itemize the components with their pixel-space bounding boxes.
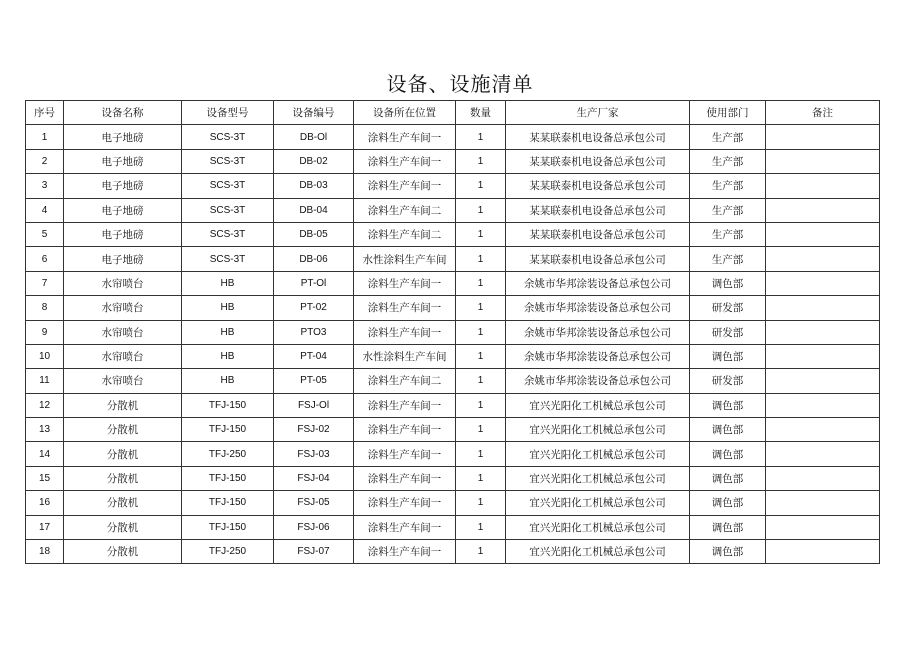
cell-department: 调色部 — [690, 515, 766, 539]
cell-equipment-name: 分散机 — [64, 442, 182, 466]
cell-location: 涂料生产车间一 — [354, 320, 456, 344]
cell-index: 10 — [26, 344, 64, 368]
header-manufacturer: 生产厂家 — [506, 101, 690, 125]
cell-equipment-name: 分散机 — [64, 393, 182, 417]
table-row — [26, 491, 880, 515]
table-row — [26, 540, 880, 564]
cell-index: 2 — [26, 149, 64, 173]
cell-model: SCS-3T — [182, 125, 274, 149]
cell-equipment-name: 分散机 — [64, 515, 182, 539]
cell-manufacturer: 余姚市华邦涂装设备总承包公司 — [506, 320, 690, 344]
cell-quantity: 1 — [456, 344, 506, 368]
cell-equipment-name: 水帘喷台 — [64, 320, 182, 344]
header-model: 设备型号 — [182, 101, 274, 125]
table-row — [26, 369, 880, 393]
document-title: 设备、设施清单 — [386, 72, 534, 96]
cell-location: 涂料生产车间二 — [354, 369, 456, 393]
cell-index: 16 — [26, 491, 64, 515]
cell-location: 水性涂料生产车间 — [354, 344, 456, 368]
cell-quantity: 1 — [456, 442, 506, 466]
cell-remarks — [766, 369, 880, 393]
cell-equipment-code: FSJ-Ol — [274, 393, 354, 417]
cell-remarks — [766, 198, 880, 222]
table-row — [26, 442, 880, 466]
cell-quantity: 1 — [456, 271, 506, 295]
table-row — [26, 418, 880, 442]
cell-model: TFJ-250 — [182, 540, 274, 564]
cell-department: 调色部 — [690, 271, 766, 295]
cell-department: 调色部 — [690, 466, 766, 490]
cell-remarks — [766, 271, 880, 295]
cell-model: SCS-3T — [182, 198, 274, 222]
table-row — [26, 320, 880, 344]
cell-model: HB — [182, 271, 274, 295]
header-quantity: 数量 — [456, 101, 506, 125]
cell-equipment-code: PT-05 — [274, 369, 354, 393]
cell-quantity: 1 — [456, 491, 506, 515]
cell-department: 生产部 — [690, 222, 766, 246]
cell-department: 生产部 — [690, 247, 766, 271]
cell-department: 调色部 — [690, 540, 766, 564]
cell-equipment-name: 分散机 — [64, 466, 182, 490]
cell-index: 7 — [26, 271, 64, 295]
cell-quantity: 1 — [456, 247, 506, 271]
cell-department: 调色部 — [690, 418, 766, 442]
cell-remarks — [766, 320, 880, 344]
cell-equipment-name: 电子地磅 — [64, 174, 182, 198]
cell-manufacturer: 余姚市华邦涂装设备总承包公司 — [506, 344, 690, 368]
cell-quantity: 1 — [456, 174, 506, 198]
header-location: 设备所在位置 — [354, 101, 456, 125]
table-row — [26, 466, 880, 490]
header-equipment-name: 设备名称 — [64, 101, 182, 125]
cell-manufacturer: 宜兴光阳化工机械总承包公司 — [506, 540, 690, 564]
cell-manufacturer: 某某联泰机电设备总承包公司 — [506, 222, 690, 246]
cell-index: 4 — [26, 198, 64, 222]
cell-index: 1 — [26, 125, 64, 149]
cell-quantity: 1 — [456, 540, 506, 564]
table-row — [26, 222, 880, 246]
cell-manufacturer: 某某联泰机电设备总承包公司 — [506, 149, 690, 173]
cell-equipment-name: 电子地磅 — [64, 198, 182, 222]
cell-location: 水性涂料生产车间 — [354, 247, 456, 271]
cell-equipment-code: PT-Ol — [274, 271, 354, 295]
cell-equipment-name: 水帘喷台 — [64, 369, 182, 393]
cell-location: 涂料生产车间一 — [354, 418, 456, 442]
cell-remarks — [766, 540, 880, 564]
cell-quantity: 1 — [456, 466, 506, 490]
cell-equipment-code: FSJ-07 — [274, 540, 354, 564]
cell-equipment-name: 分散机 — [64, 418, 182, 442]
cell-index: 14 — [26, 442, 64, 466]
table-row — [26, 125, 880, 149]
cell-equipment-code: PT-04 — [274, 344, 354, 368]
cell-location: 涂料生产车间一 — [354, 540, 456, 564]
cell-department: 生产部 — [690, 198, 766, 222]
cell-remarks — [766, 149, 880, 173]
cell-remarks — [766, 296, 880, 320]
cell-model: TFJ-150 — [182, 393, 274, 417]
cell-manufacturer: 余姚市华邦涂装设备总承包公司 — [506, 271, 690, 295]
cell-manufacturer: 余姚市华邦涂装设备总承包公司 — [506, 296, 690, 320]
table-row — [26, 271, 880, 295]
cell-equipment-code: FSJ-04 — [274, 466, 354, 490]
cell-equipment-code: FSJ-03 — [274, 442, 354, 466]
cell-model: TFJ-150 — [182, 515, 274, 539]
cell-equipment-name: 分散机 — [64, 540, 182, 564]
cell-equipment-name: 电子地磅 — [64, 222, 182, 246]
cell-model: SCS-3T — [182, 174, 274, 198]
cell-location: 涂料生产车间一 — [354, 149, 456, 173]
cell-manufacturer: 宜兴光阳化工机械总承包公司 — [506, 442, 690, 466]
cell-remarks — [766, 491, 880, 515]
cell-department: 生产部 — [690, 174, 766, 198]
cell-location: 涂料生产车间一 — [354, 393, 456, 417]
cell-location: 涂料生产车间一 — [354, 442, 456, 466]
table-row — [26, 296, 880, 320]
cell-equipment-code: FSJ-05 — [274, 491, 354, 515]
cell-quantity: 1 — [456, 198, 506, 222]
header-index: 序号 — [26, 101, 64, 125]
cell-location: 涂料生产车间二 — [354, 222, 456, 246]
cell-remarks — [766, 442, 880, 466]
cell-equipment-code: FSJ-06 — [274, 515, 354, 539]
cell-department: 调色部 — [690, 491, 766, 515]
table-row — [26, 344, 880, 368]
cell-department: 调色部 — [690, 393, 766, 417]
header-equipment-code: 设备编号 — [274, 101, 354, 125]
cell-location: 涂料生产车间一 — [354, 271, 456, 295]
cell-model: HB — [182, 296, 274, 320]
cell-index: 18 — [26, 540, 64, 564]
cell-remarks — [766, 125, 880, 149]
cell-manufacturer: 某某联泰机电设备总承包公司 — [506, 247, 690, 271]
cell-department: 调色部 — [690, 442, 766, 466]
cell-location: 涂料生产车间一 — [354, 466, 456, 490]
cell-department: 调色部 — [690, 344, 766, 368]
header-remarks: 备注 — [766, 101, 880, 125]
cell-equipment-name: 分散机 — [64, 491, 182, 515]
cell-equipment-code: DB-06 — [274, 247, 354, 271]
header-department: 使用部门 — [690, 101, 766, 125]
table-row — [26, 393, 880, 417]
cell-location: 涂料生产车间二 — [354, 198, 456, 222]
cell-equipment-name: 电子地磅 — [64, 125, 182, 149]
cell-quantity: 1 — [456, 296, 506, 320]
cell-equipment-code: FSJ-02 — [274, 418, 354, 442]
cell-remarks — [766, 418, 880, 442]
cell-location: 涂料生产车间一 — [354, 491, 456, 515]
cell-index: 5 — [26, 222, 64, 246]
cell-department: 生产部 — [690, 125, 766, 149]
cell-model: TFJ-150 — [182, 418, 274, 442]
cell-equipment-code: DB-03 — [274, 174, 354, 198]
cell-model: SCS-3T — [182, 247, 274, 271]
cell-index: 11 — [26, 369, 64, 393]
cell-quantity: 1 — [456, 320, 506, 344]
cell-remarks — [766, 466, 880, 490]
cell-quantity: 1 — [456, 149, 506, 173]
cell-index: 9 — [26, 320, 64, 344]
table-row — [26, 247, 880, 271]
cell-location: 涂料生产车间一 — [354, 174, 456, 198]
cell-manufacturer: 宜兴光阳化工机械总承包公司 — [506, 418, 690, 442]
cell-department: 生产部 — [690, 149, 766, 173]
table-row — [26, 149, 880, 173]
cell-equipment-name: 水帘喷台 — [64, 344, 182, 368]
cell-equipment-code: DB-04 — [274, 198, 354, 222]
cell-manufacturer: 宜兴光阳化工机械总承包公司 — [506, 466, 690, 490]
cell-quantity: 1 — [456, 418, 506, 442]
cell-location: 涂料生产车间一 — [354, 515, 456, 539]
cell-index: 12 — [26, 393, 64, 417]
cell-manufacturer: 宜兴光阳化工机械总承包公司 — [506, 515, 690, 539]
equipment-table — [25, 100, 880, 564]
cell-quantity: 1 — [456, 393, 506, 417]
cell-equipment-name: 水帘喷台 — [64, 296, 182, 320]
cell-index: 15 — [26, 466, 64, 490]
cell-remarks — [766, 344, 880, 368]
cell-index: 13 — [26, 418, 64, 442]
table-row — [26, 198, 880, 222]
cell-model: TFJ-150 — [182, 466, 274, 490]
cell-index: 8 — [26, 296, 64, 320]
table-row — [26, 515, 880, 539]
cell-remarks — [766, 222, 880, 246]
cell-remarks — [766, 247, 880, 271]
cell-department: 研发部 — [690, 320, 766, 344]
cell-manufacturer: 某某联泰机电设备总承包公司 — [506, 198, 690, 222]
cell-remarks — [766, 393, 880, 417]
cell-department: 研发部 — [690, 296, 766, 320]
cell-manufacturer: 某某联泰机电设备总承包公司 — [506, 174, 690, 198]
cell-quantity: 1 — [456, 125, 506, 149]
cell-model: HB — [182, 344, 274, 368]
cell-location: 涂料生产车间一 — [354, 296, 456, 320]
cell-model: SCS-3T — [182, 222, 274, 246]
table-row — [26, 174, 880, 198]
cell-equipment-name: 水帘喷台 — [64, 271, 182, 295]
cell-location: 涂料生产车间一 — [354, 125, 456, 149]
cell-equipment-code: PT-02 — [274, 296, 354, 320]
cell-model: TFJ-150 — [182, 491, 274, 515]
cell-remarks — [766, 174, 880, 198]
cell-quantity: 1 — [456, 515, 506, 539]
cell-index: 6 — [26, 247, 64, 271]
cell-equipment-code: DB-Ol — [274, 125, 354, 149]
cell-remarks — [766, 515, 880, 539]
cell-department: 研发部 — [690, 369, 766, 393]
cell-model: SCS-3T — [182, 149, 274, 173]
cell-equipment-code: DB-02 — [274, 149, 354, 173]
cell-index: 17 — [26, 515, 64, 539]
cell-model: TFJ-250 — [182, 442, 274, 466]
cell-manufacturer: 宜兴光阳化工机械总承包公司 — [506, 393, 690, 417]
cell-equipment-code: DB-05 — [274, 222, 354, 246]
cell-model: HB — [182, 320, 274, 344]
cell-manufacturer: 某某联泰机电设备总承包公司 — [506, 125, 690, 149]
cell-quantity: 1 — [456, 369, 506, 393]
cell-equipment-code: PTO3 — [274, 320, 354, 344]
cell-manufacturer: 宜兴光阳化工机械总承包公司 — [506, 491, 690, 515]
cell-index: 3 — [26, 174, 64, 198]
cell-model: HB — [182, 369, 274, 393]
cell-manufacturer: 余姚市华邦涂装设备总承包公司 — [506, 369, 690, 393]
table-body — [26, 125, 880, 564]
cell-quantity: 1 — [456, 222, 506, 246]
cell-equipment-name: 电子地磅 — [64, 149, 182, 173]
table-header-row — [26, 101, 880, 125]
cell-equipment-name: 电子地磅 — [64, 247, 182, 271]
